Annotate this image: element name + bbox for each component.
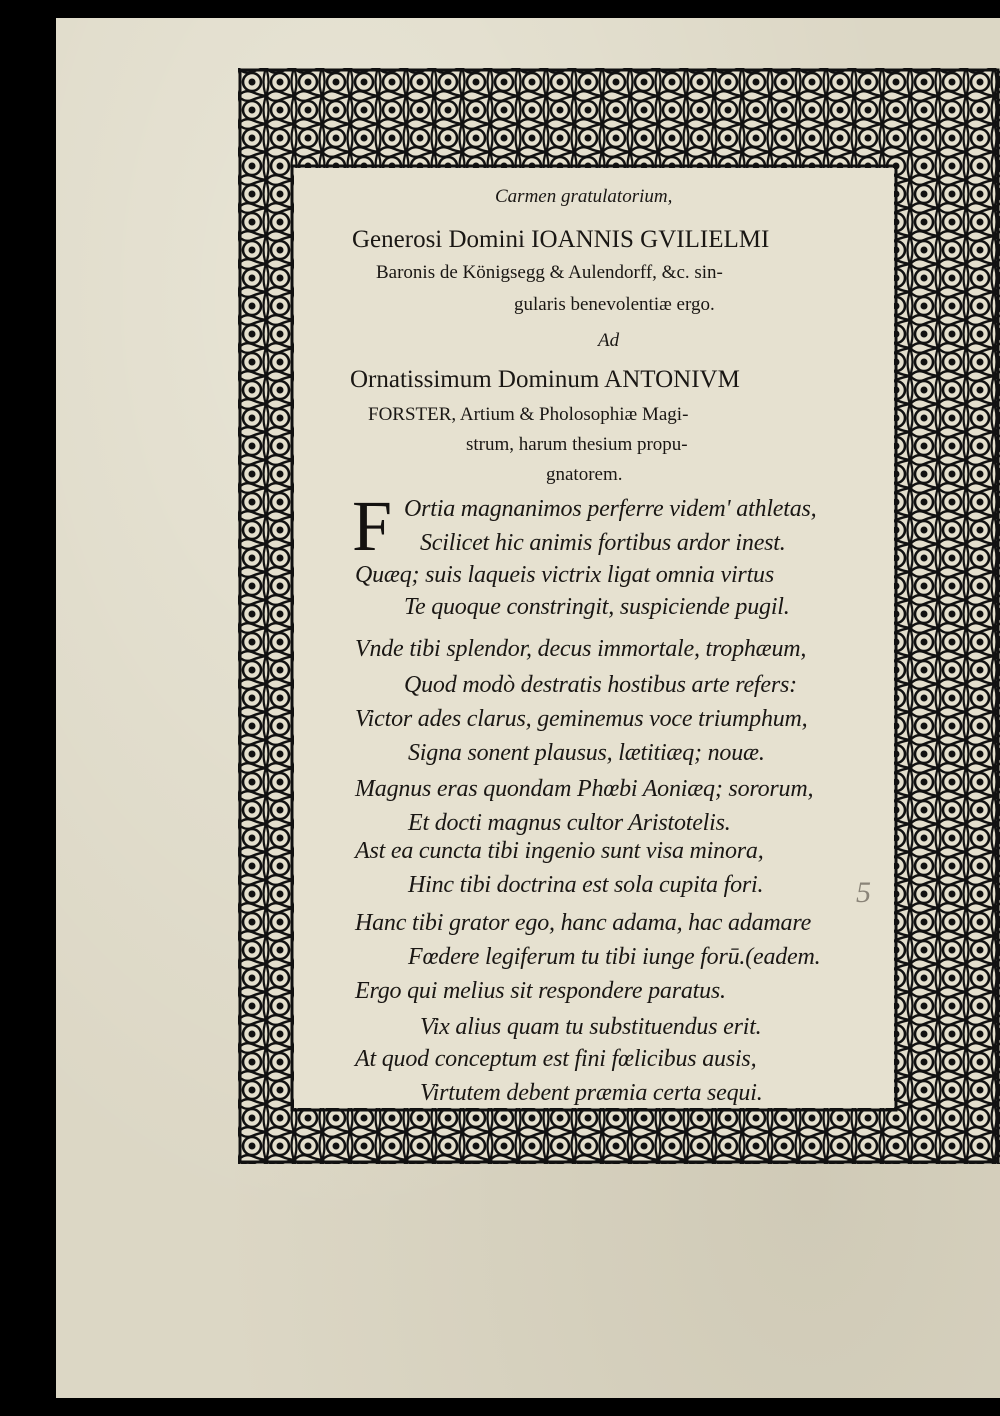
drop-cap-letter: F bbox=[352, 486, 393, 566]
verse-line: Te quoque constringit, suspiciende pugil. bbox=[404, 594, 790, 620]
address-line-4: gnatorem. bbox=[546, 464, 623, 485]
verse-line: Ergo qui melius sit respondere paratus. bbox=[355, 978, 726, 1004]
verse-line: Ast ea cuncta tibi ingenio sunt visa minora, bbox=[355, 838, 764, 864]
verse-line: Quæq; suis laqueis victrix ligat omnia virtus bbox=[355, 562, 774, 588]
verse-line: Ortia magnanimos perferre videm' athletas, bbox=[404, 496, 817, 522]
verse-line: Signa sonent plausus, lætitiæq; nouæ. bbox=[408, 740, 765, 766]
verse-line: Virtutem debent præmia certa sequi. bbox=[420, 1080, 763, 1106]
address-line-2: FORSTER, Artium & Pholosophiæ Magi- bbox=[368, 404, 689, 425]
address-line-3: strum, harum thesium propu- bbox=[466, 434, 688, 455]
verse-line: Vix alius quam tu substituendus erit. bbox=[420, 1014, 762, 1040]
verse-line: Quod modò destratis hostibus arte refers: bbox=[404, 672, 797, 698]
margin-mark: 5 bbox=[856, 876, 871, 909]
verse-line: Vnde tibi splendor, decus immortale, trophæum, bbox=[355, 636, 807, 662]
verse-line: Hanc tibi grator ego, hanc adama, hac adamare bbox=[355, 910, 812, 936]
verse-line: Fœdere legiferum tu tibi iunge forū.(eadem. bbox=[408, 944, 821, 970]
verse-line: Magnus eras quondam Phœbi Aoniæq; sororum, bbox=[355, 776, 814, 802]
dedication-line-3: gularis benevolentiæ ergo. bbox=[514, 294, 715, 315]
verse-line: Scilicet hic animis fortibus ardor inest. bbox=[420, 530, 786, 556]
address-ad: Ad bbox=[598, 330, 620, 351]
dedication-line-2: Baronis de Königsegg & Aulendorff, &c. sin- bbox=[376, 262, 723, 283]
address-line-1: Ornatissimum Dominum ANTONIVM bbox=[350, 366, 740, 393]
verse-line: Victor ades clarus, geminemus voce triumphum, bbox=[355, 706, 808, 732]
verse-line: At quod conceptum est fini fœlicibus ausis, bbox=[355, 1046, 757, 1072]
poem-caption: Carmen gratulatorium, bbox=[495, 186, 673, 207]
verse-line: Et docti magnus cultor Aristotelis. bbox=[408, 810, 731, 836]
verse-line: Hinc tibi doctrina est sola cupita fori. bbox=[408, 872, 764, 898]
dedication-line-1: Generosi Domini IOANNIS GVILIELMI bbox=[352, 226, 770, 253]
